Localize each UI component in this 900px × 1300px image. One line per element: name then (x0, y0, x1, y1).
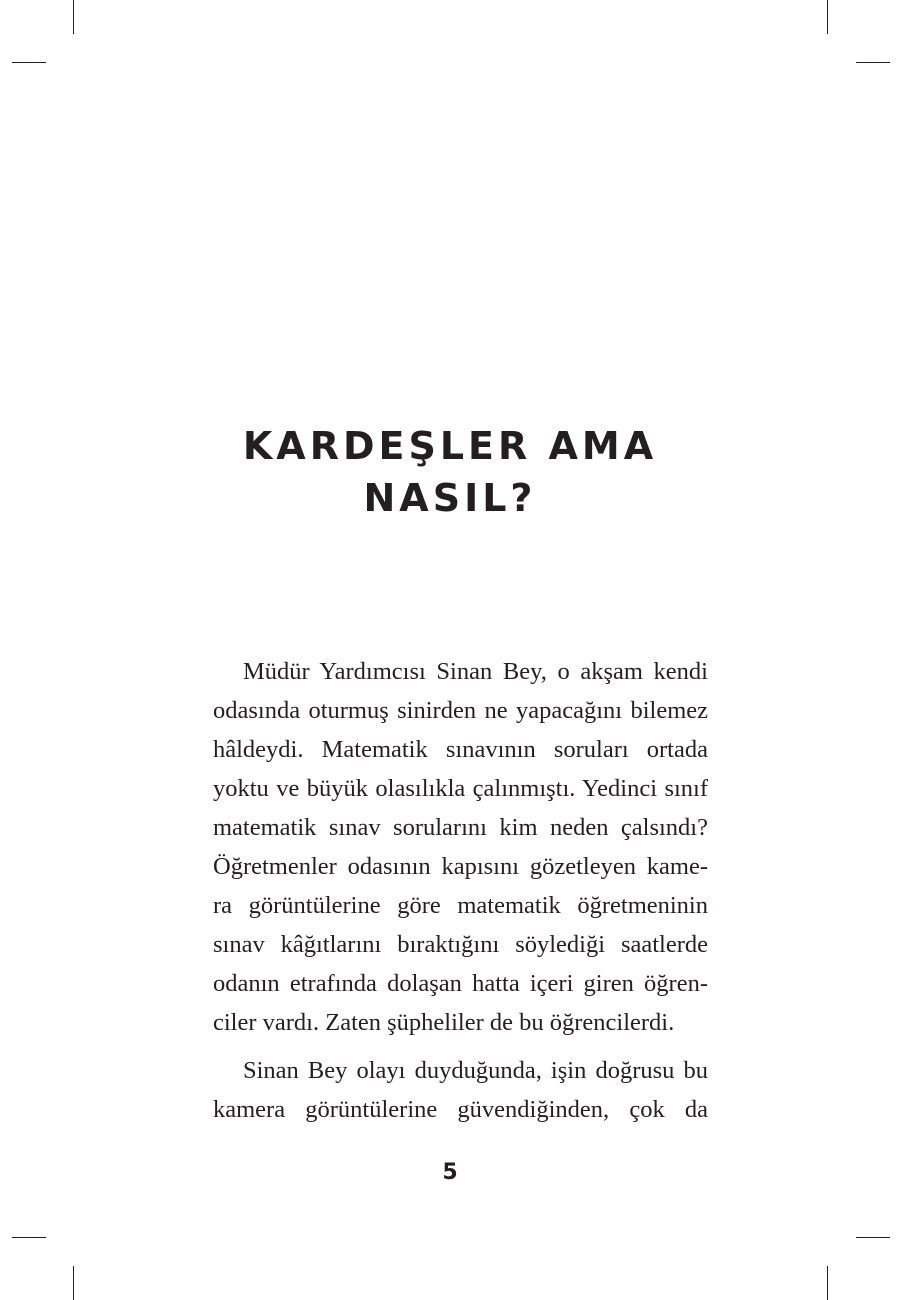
crop-mark-bottom-left (73, 1266, 74, 1300)
chapter-title-line-2: NASIL? (363, 476, 537, 520)
text-line: hâldeydi. Matematik sınavının soruları ortada (213, 736, 708, 763)
crop-mark-top-left-h (12, 62, 46, 63)
text-line: sınav kâğıtlarını bıraktığını söylediği saatlerde (213, 931, 708, 958)
text-line: Sinan Bey olayı duyduğunda, işin doğrusu bu (243, 1057, 708, 1084)
crop-mark-top-right-h (856, 62, 890, 63)
chapter-title (0, 420, 900, 524)
text-line: Müdür Yardımcısı Sinan Bey, o akşam kendi (243, 658, 708, 685)
chapter-title-line-1: KARDEŞLER AMA (242, 424, 658, 468)
paragraph-2 (213, 1051, 708, 1129)
text-line: odasında oturmuş sinirden ne yapacağını bilemez (213, 697, 708, 724)
text-line: yoktu ve büyük olasılıkla çalınmıştı. Yedinci sınıf (213, 775, 708, 802)
crop-mark-bottom-left-h (12, 1237, 46, 1238)
text-line: kamera görüntülerine güvendiğinden, çok da (213, 1096, 708, 1123)
text-line: ciler vardı. Zaten şüpheliler de bu öğrencilerdi. (213, 1009, 675, 1036)
text-line: ra görüntülerine göre matematik öğretmeninin (213, 892, 708, 919)
crop-mark-top-left (73, 0, 74, 34)
page-number: 5 (442, 1160, 458, 1185)
paragraph-1 (213, 652, 708, 1042)
text-line: odanın etrafında dolaşan hatta içeri giren öğren- (213, 970, 708, 997)
crop-mark-bottom-right-h (856, 1237, 890, 1238)
text-line: matematik sınav sorularını kim neden çalsındı? (213, 814, 708, 841)
body-text (213, 652, 708, 1129)
crop-mark-bottom-right (827, 1266, 828, 1300)
text-line: Öğretmenler odasının kapısını gözetleyen kame- (213, 853, 708, 880)
crop-mark-top-right (827, 0, 828, 34)
